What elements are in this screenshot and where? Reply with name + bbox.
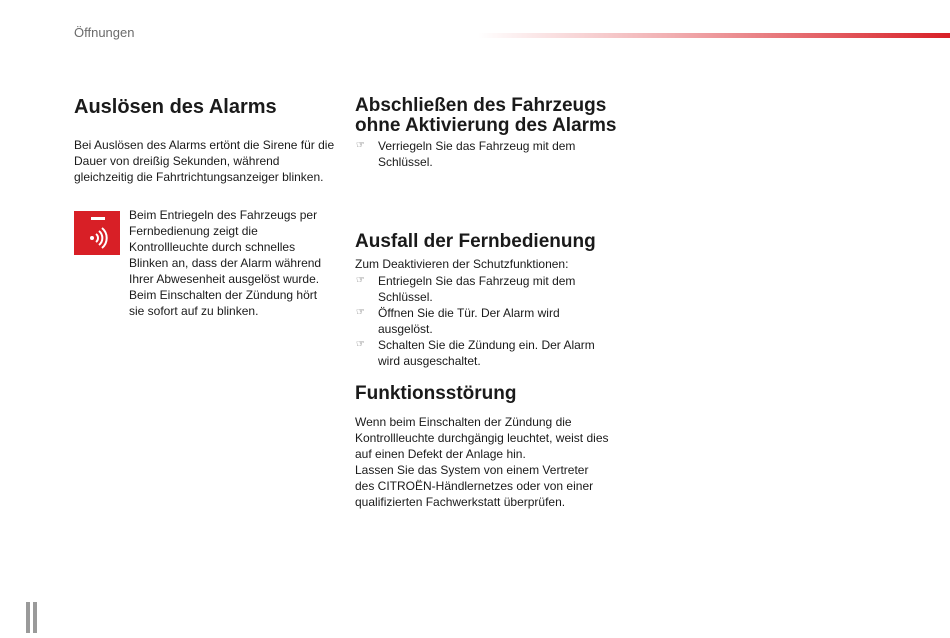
alarm-trigger-paragraph: Bei Auslösen des Alarms ertönt die Sirene für die Dauer von dreißig Sekunden, während gleichzeitig die Fahrtrichtungsanzeiger blinken. (74, 138, 335, 184)
malfunction-paragraph-2: Lassen Sie das System von einem Vertreter des CITROËN-Händlernetzes oder von einer qualifizierten Fachwerkstatt überprüfen. (355, 463, 594, 509)
pointing-hand-icon: ☞ (356, 140, 365, 151)
heading-alarm-trigger: Auslösen des Alarms (74, 96, 277, 118)
list-item: ☞ Schalten Sie die Zündung ein. Der Alarm wird ausgeschaltet. (356, 338, 595, 368)
alarm-note-paragraph: Beim Entriegeln des Fahrzeugs per Fernbedienung zeigt die Kontrollleuchte durch schnelles Blinken an, dass der Alarm während Ihrer Abwesenheit ausgelöst wurde. Beim Einschalten der Zündung hört sie sofort auf zu blinken. (129, 208, 322, 318)
section-title: Öffnungen (74, 25, 135, 40)
remote-failure-intro: Zum Deaktivieren der Schutzfunktionen: (355, 257, 569, 271)
header-accent-bar (478, 33, 950, 38)
list-item: ☞ Entriegeln Sie das Fahrzeug mit dem Schlüssel. (356, 274, 576, 304)
list-item: ☞ Öffnen Sie die Tür. Der Alarm wird ausgelöst. (356, 306, 560, 336)
pagination-mark-icon (24, 602, 40, 633)
heading-malfunction: Funktionsstörung (355, 383, 517, 404)
heading-lock-without-alarm: Abschließen des Fahrzeugs ohne Aktivierung des Alarms (355, 95, 617, 136)
heading-remote-failure: Ausfall der Fernbedienung (355, 231, 596, 252)
pointing-hand-icon: ☞ (356, 307, 365, 318)
pointing-hand-icon: ☞ (356, 275, 365, 286)
remote-steps-list (355, 273, 610, 369)
alarm-indicator-icon (74, 211, 120, 255)
pointing-hand-icon: ☞ (356, 339, 365, 350)
malfunction-paragraph-1: Wenn beim Einschalten der Zündung die Kontrollleuchte durchgängig leuchtet, weist dies auf einen Defekt der Anlage hin. (355, 415, 609, 461)
list-item: ☞ Verriegeln Sie das Fahrzeug mit dem Schlüssel. (356, 139, 576, 169)
lock-steps-list (355, 138, 610, 170)
